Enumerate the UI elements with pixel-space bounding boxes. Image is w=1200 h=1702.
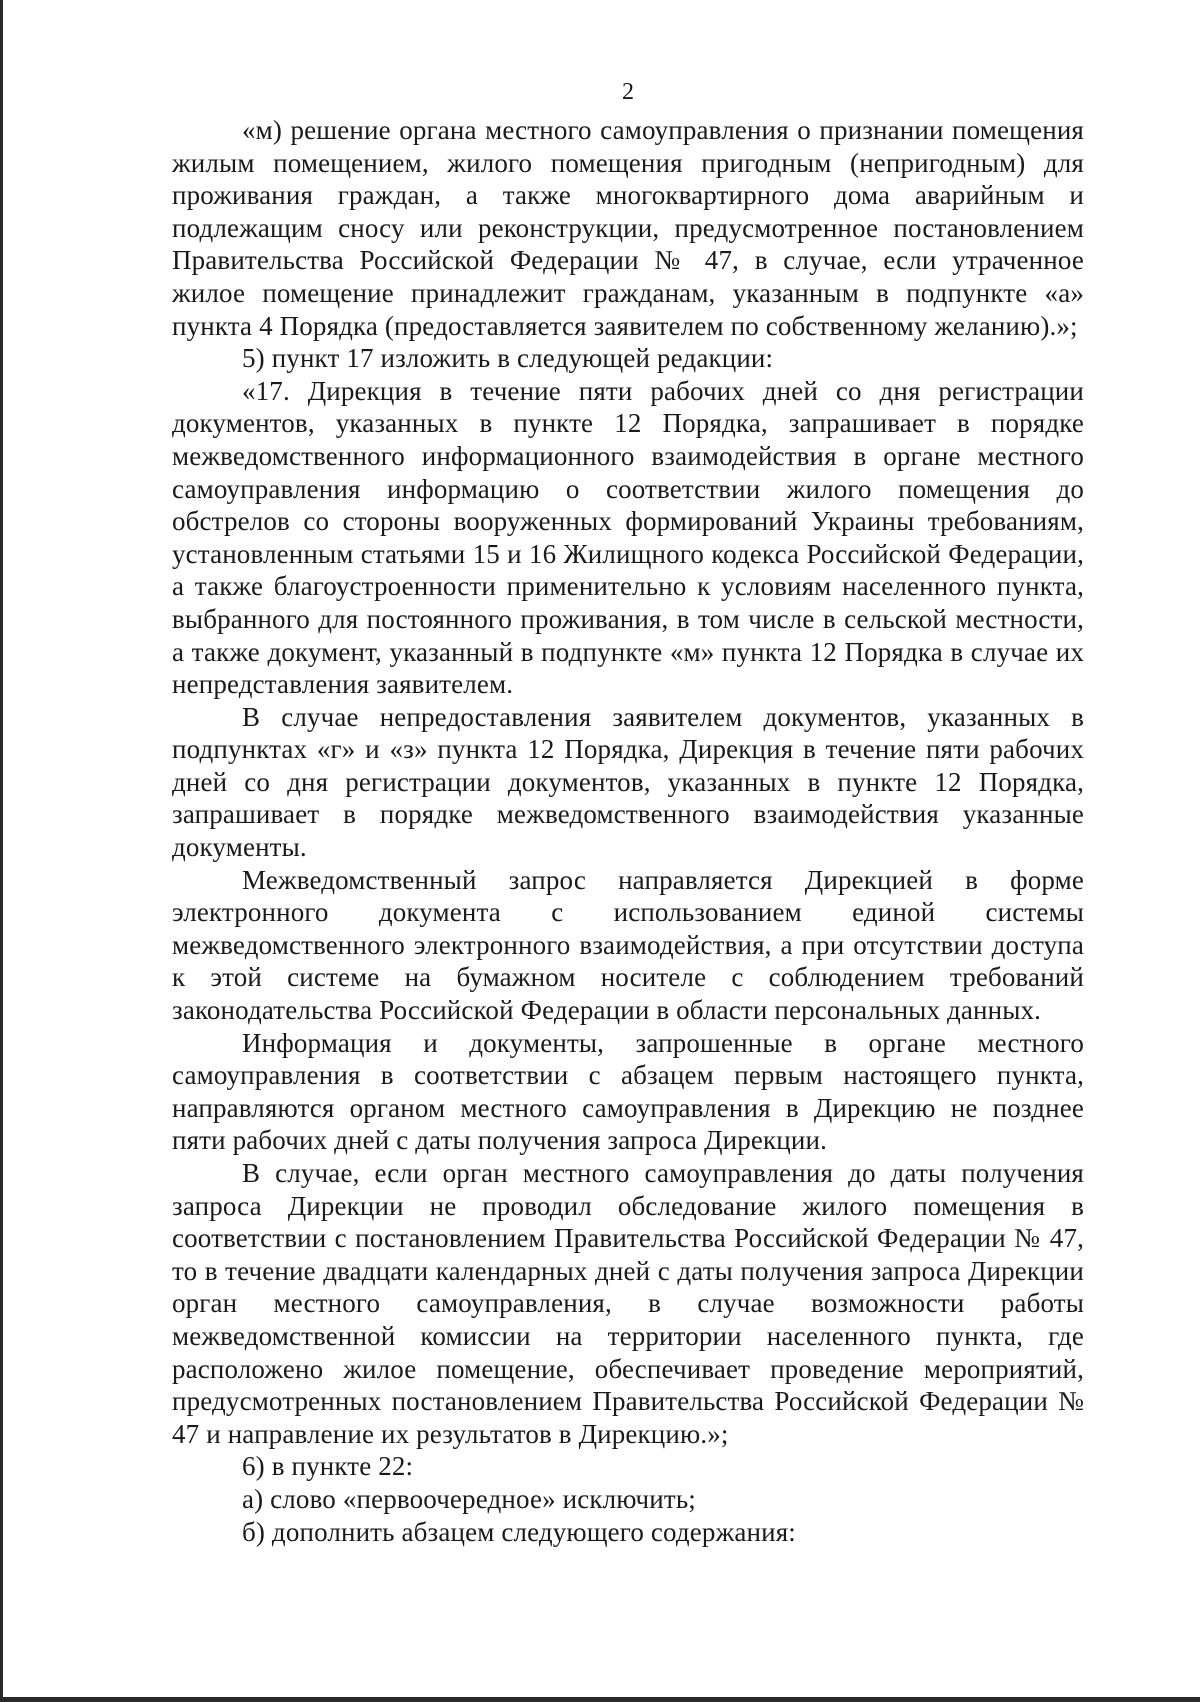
paragraph-non-submission: В случае непредоставления заявителем документов, указанных в подпунктах «г» и «з» пункта 12 Порядка, Дирекция в течение пяти рабочих дней со дня регистрации документов, указанных в пункте 12 Порядка, запрашивает в порядке межведомственного взаимодействия указанные документы. — [172, 701, 1084, 863]
paragraph-item-5: 5) пункт 17 изложить в следующей редакции: — [242, 343, 774, 374]
scan-border-left — [0, 0, 3, 1702]
paragraph-subitem-a: а) слово «первоочередное» исключить; — [242, 1483, 696, 1514]
paragraph-subpoint-m: «м) решение органа местного самоуправления о признании помещения жилым помещением, жилого помещения пригодным (непригодным) для проживания граждан, а также многоквартирного дома аварийным и подлежащим сносу или реконструкции, предусмотренное постановлением Правительства Российской Федерации № 47, в случае, если утраченное жилое помещение принадлежит гражданам, указанным в подпункте «а» пункта 4 Порядка (предоставляется заявителем по собственному желанию).»; — [172, 115, 1084, 341]
paragraph-information-documents: Информация и документы, запрошенные в органе местного самоуправления в соответствии с абзацем первым настоящего пункта, направляются органом местного самоуправления в Дирекцию не позднее пяти рабочих дней с даты получения запроса Дирекции. — [172, 1027, 1084, 1156]
paragraph-point-17: «17. Дирекция в течение пяти рабочих дней со дня регистрации документов, указанных в пункте 12 Порядка, запрашивает в порядке межведомственного информационного взаимодействия в органе местного самоуправления информацию о соответствии жилого помещения до обстрелов со стороны вооруженных формирований Украины требованиям, установленным статьями 15 и 16 Жилищного кодекса Российской Федерации, а также благоустроенности применительно к условиям населенного пункта, выбранного для постоянного проживания, в том числе в сельской местности, а также документ, указанный в подпункте «м» пункта 12 Порядка в случае их непредставления заявителем. — [172, 375, 1084, 700]
scan-border-bottom — [0, 1697, 1200, 1702]
paragraph-inspection: В случае, если орган местного самоуправления до даты получения запроса Дирекции не проводил обследование жилого помещения в соответствии с постановлением Правительства Российской Федерации № 47, то в течение двадцати календарных дней с даты получения запроса Дирекции орган местного самоуправления, в случае возможности работы межведомственной комиссии на территории населенного пункта, где расположено жилое помещение, обеспечивает проведение мероприятий, предусмотренных постановлением Правительства Российской Федерации № 47 и направление их результатов в Дирекцию.»; — [172, 1158, 1084, 1449]
page-number: 2 — [622, 79, 634, 105]
document-page — [172, 70, 1084, 1548]
paragraph-subitem-b: б) дополнить абзацем следующего содержания: — [242, 1516, 796, 1547]
paragraph-item-6: 6) в пункте 22: — [242, 1451, 414, 1482]
paragraph-interagency-request: Межведомственный запрос направляется Дирекцией в форме электронного документа с использованием единой системы межведомственного электронного взаимодействия, а при отсутствии доступа к этой системе на бумажном носителе с соблюдением требований законодательства Российской Федерации в области персональных данных. — [172, 864, 1084, 1026]
